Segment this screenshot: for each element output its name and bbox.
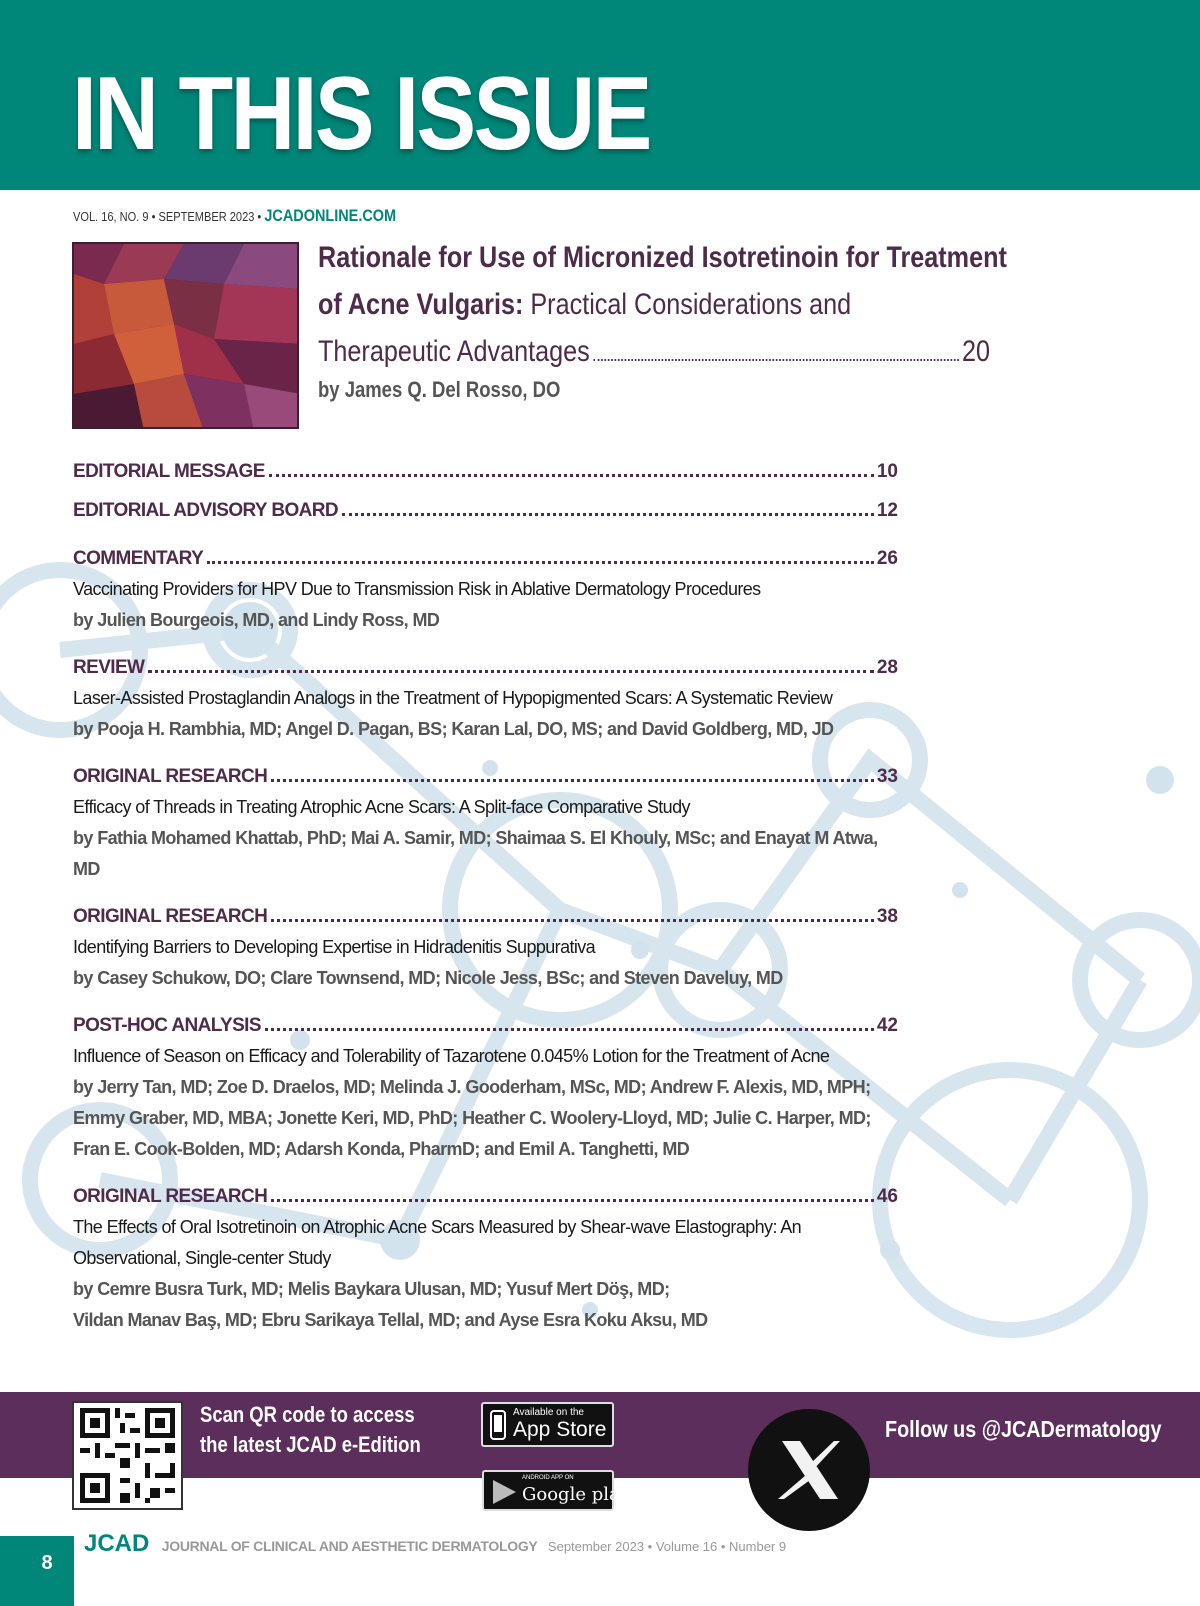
toc-page-number: 28 [876, 657, 898, 678]
journal-website-link[interactable]: JCADONLINE.COM [264, 206, 397, 225]
issue-info [73, 206, 396, 226]
toc-article-title: The Effects of Oral Isotretinoin on Atrophic Acne Scars Measured by Shear-wave Elastography: An Observational, Single-center Study [73, 1217, 802, 1268]
toc-article-title: Vaccinating Providers for HPV Due to Transmission Risk in Ablative Dermatology Procedures [73, 579, 761, 599]
qr-line-2: the latest JCAD e-Edition [200, 1432, 421, 1457]
toc-heading [73, 902, 898, 932]
toc-page-number: 46 [876, 1186, 898, 1207]
phone-icon [490, 1410, 506, 1440]
toc-heading [73, 762, 898, 792]
toc-page-number: 26 [876, 548, 898, 569]
toc-article-title: Identifying Barriers to Developing Expertise in Hidradenitis Suppurativa [73, 937, 596, 957]
toc-entry[interactable] [73, 496, 898, 526]
toc-heading [73, 1182, 898, 1212]
toc-article-title: Influence of Season on Efficacy and Tolerability of Tazarotene 0.045% Lotion for the Treatment of Acne [73, 1046, 830, 1066]
toc-authors: by Julien Bourgeois, MD, and Lindy Ross, MD [73, 610, 440, 630]
qr-line-1: Scan QR code to access [200, 1402, 415, 1427]
toc-page-number: 38 [876, 906, 898, 927]
toc-authors: by Pooja H. Rambhia, MD; Angel D. Pagan, BS; Karan Lal, DO, MS; and David Goldberg, MD, JD [73, 719, 834, 739]
qr-instructions [200, 1400, 421, 1460]
feature-title-light-end: Therapeutic Advantages [318, 335, 590, 368]
toc-authors: by Casey Schukow, DO; Clare Townsend, MD; Nicole Jess, BSc; and Steven Daveluy, MD [73, 968, 783, 988]
feature-article-title [318, 234, 1024, 375]
toc-section-label: COMMENTARY [73, 548, 204, 569]
toc-section-label: EDITORIAL ADVISORY BOARD [73, 500, 339, 521]
feature-title-lastline [318, 328, 990, 375]
toc-article-title: Efficacy of Threads in Treating Atrophic Acne Scars: A Split-face Comparative Study [73, 797, 690, 817]
toc-section-label: ORIGINAL RESEARCH [73, 906, 268, 927]
journal-brand: JCAD [84, 1530, 150, 1557]
toc-page-number: 12 [876, 500, 898, 521]
feature-article-image [72, 242, 299, 429]
qr-code-icon [74, 1403, 181, 1508]
app-store-label: App Store [513, 1418, 607, 1441]
toc-authors: by Fathia Mohamed Khattab, PhD; Mai A. Samir, MD; Shaimaa S. El Khouly, MSc; and Enayat M Atwa, MD [73, 828, 878, 879]
toc-entry[interactable] [73, 1011, 898, 1165]
leader-dots [269, 474, 874, 477]
toc-entry[interactable] [73, 653, 898, 745]
leader-dots [593, 359, 958, 361]
google-play-label: Google play [522, 1484, 630, 1505]
toc-section-label: ORIGINAL RESEARCH [73, 1186, 268, 1207]
qr-code[interactable] [72, 1401, 183, 1510]
journal-footer [84, 1530, 786, 1558]
footer-issue-info: September 2023 • Volume 16 • Number 9 [547, 1539, 787, 1554]
toc-heading [73, 496, 898, 526]
leader-dots [148, 670, 874, 673]
toc-section-label: POST-HOC ANALYSIS [73, 1015, 261, 1036]
app-store-badge[interactable] [481, 1402, 614, 1447]
leader-dots [207, 561, 874, 564]
feature-article[interactable] [318, 234, 1008, 403]
feature-title-light: Practical Considerations and [530, 288, 852, 321]
toc-entry[interactable] [73, 1182, 898, 1336]
toc-authors: Emmy Graber, MD, MBA; Jonette Keri, MD, PhD; Heather C. Woolery-Lloyd, MD; Julie C. Harper, MD; [73, 1108, 871, 1128]
toc-page-number: 42 [876, 1015, 898, 1036]
toc-authors: Vildan Manav Baş, MD; Ebru Sarikaya Tellal, MD; and Ayse Esra Koku Aksu, MD [73, 1310, 708, 1330]
feature-byline: by James Q. Del Rosso, DO [318, 377, 561, 402]
toc-entry[interactable] [73, 544, 898, 636]
leader-dots [342, 513, 874, 516]
google-play-badge[interactable] [482, 1470, 630, 1511]
leader-dots [271, 919, 874, 922]
toc-authors: Fran E. Cook-Bolden, MD; Adarsh Konda, PharmD; and Emil A. Tanghetti, MD [73, 1139, 690, 1159]
play-triangle-icon [490, 1478, 518, 1506]
toc-heading [73, 544, 898, 574]
app-store-small-text: Available on the [513, 1407, 584, 1418]
leader-dots [271, 779, 874, 782]
toc-heading [73, 653, 898, 683]
page-title: IN THIS ISSUE [72, 56, 650, 172]
follow-us-text[interactable]: Follow us @JCADermatology [885, 1416, 1162, 1442]
page-number: 8 [41, 1552, 53, 1574]
toc-entry[interactable] [73, 762, 898, 885]
toc-heading [73, 1011, 898, 1041]
toc-page-number: 33 [876, 766, 898, 787]
toc-page-number: 10 [876, 461, 898, 482]
feature-page-number: 20 [961, 335, 990, 368]
table-of-contents [73, 457, 898, 1336]
journal-name: JOURNAL OF CLINICAL AND AESTHETIC DERMATOLOGY [161, 1538, 538, 1554]
toc-section-label: EDITORIAL MESSAGE [73, 461, 265, 482]
issue-volume-date: VOL. 16, NO. 9 • SEPTEMBER 2023 • [73, 209, 262, 224]
leader-dots [271, 1199, 874, 1202]
leader-dots [265, 1028, 874, 1031]
toc-authors: by Cemre Busra Turk, MD; Melis Baykara Ulusan, MD; Yusuf Mert Döş, MD; [73, 1279, 670, 1299]
toc-heading [73, 457, 898, 487]
toc-article-title: Laser-Assisted Prostaglandin Analogs in the Treatment of Hypopigmented Scars: A Systematic Review [73, 688, 833, 708]
toc-authors: by Jerry Tan, MD; Zoe D. Draelos, MD; Melinda J. Gooderham, MSc, MD; Andrew F. Alexis, MD, MPH; [73, 1077, 871, 1097]
toc-section-label: REVIEW [73, 657, 145, 678]
toc-entry[interactable] [73, 457, 898, 487]
toc-section-label: ORIGINAL RESEARCH [73, 766, 268, 787]
feature-title-bold: Rationale for Use of Micronized Isotretinoin for Treatment of Acne Vulgaris: [318, 241, 1007, 321]
toc-entry[interactable] [73, 902, 898, 994]
x-logo-icon[interactable] [748, 1409, 870, 1531]
google-play-small-text: ANDROID APP ON [522, 1475, 574, 1481]
